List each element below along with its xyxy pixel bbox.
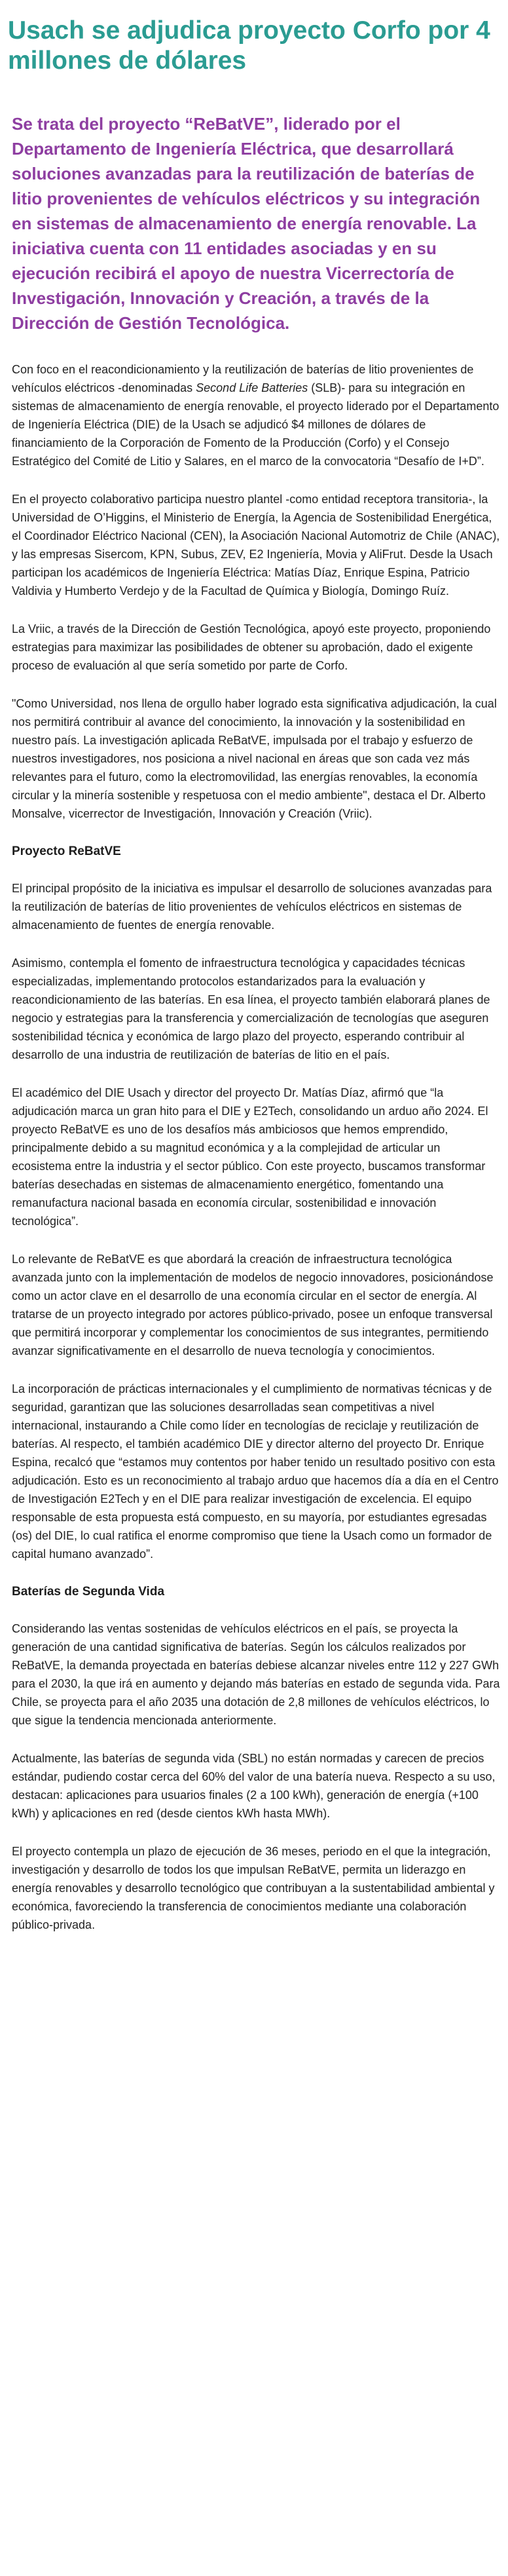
paragraph-6: Asimismo, contempla el fomento de infraestructura tecnológica y capacidades técnicas especializadas, implementando protocolos estandarizados para la evaluación y reacondicionamiento de las baterías. En esa línea, el proyecto también elaborará planes de negocio y estrategias para la transferencia y comercialización de tecnologías que aseguren sostenibilidad técnica y económica de largo plazo del proyecto, esperando contribuir al desarrollo de una industria de reutilización de baterías de litio en el país. xyxy=(12,957,490,1061)
paragraph-1-text-start: Con foco en el reacondicionamiento y la reutilización de baterías de litio provenientes de vehículos eléctricos -denominadas xyxy=(12,363,474,394)
paragraph-1-text-end: (SLB)- para su integración en sistemas de almacenamiento de energía renovable, el proyecto liderado por el Departamento de Ingeniería Eléctrica (DIE) de la Usach se adjudicó $4 millones de dólares de financiamiento de la Corporación de Fomento de la Producción (Corfo) y el Consejo Estratégico del Comité de Litio y Salares, en el marco de la convocatoria “Desafío de I+D”. xyxy=(12,381,499,468)
paragraph-1-emphasis: Second Life Batteries xyxy=(196,381,308,394)
article-lead: Se trata del proyecto “ReBatVE”, liderado por el Departamento de Ingeniería Eléctrica, que desarrollará soluciones avanzadas para la reutilización de baterías de litio provenientes de vehículos eléctricos y su integración en sistemas de almacenamiento de energía renovable. La iniciativa cuenta con 11 entidades asociadas y en su ejecución recibirá el apoyo de nuestra Vicerrectoría de Investigación, Innovación y Creación, a través de la Dirección de Gestión Tecnológica. xyxy=(12,114,481,333)
paragraph-10: Considerando las ventas sostenidas de vehículos eléctricos en el país, se proyecta la generación de una cantidad significativa de baterías. Según los cálculos realizados por ReBatVE, la demanda proyectada en baterías debiese alcanzar niveles entre 112 y 227 GWh para el 2030, la que irá en aumento y dejando más baterías en estado de segunda vida. Para Chile, se proyecta para el año 2035 una dotación de 2,8 millones de vehículos eléctricos, lo que sigue la tendencia mencionada anteriormente. xyxy=(12,1622,500,1727)
paragraph-11: Actualmente, las baterías de segunda vida (SBL) no están normadas y carecen de precios estándar, pudiendo costar cerca del 60% del valor de una batería nueva. Respecto a su uso, destacan: aplicaciones para usuarios finales (2 a 100 kWh), generación de energía (+100 kWh) y aplicaciones en red (desde cientos kWh hasta MWh). xyxy=(12,1752,496,1820)
paragraph-3: La Vriic, a través de la Dirección de Gestión Tecnológica, apoyó este proyecto, proponiendo estrategias para maximizar las posibilidades de obtener su aprobación, dado el exigente proceso de evaluación al que sería sometido por parte de Corfo. xyxy=(12,622,491,672)
paragraph-4-quote: "Como Universidad, nos llena de orgullo haber logrado esta significativa adjudicación, la cual nos permitirá contribuir al avance del conocimiento, la innovación y la sostenibilidad en nuestro país. La investigación aplicada ReBatVE, impulsada por el trabajo y esfuerzo de nuestros investigadores, nos posiciona a nivel nacional en áreas que son cada vez más relevantes para el futuro, como la electromovilidad, las energías renovables, la economía circular y la minería sostenible y respetuosa con el medio ambiente", destaca el Dr. Alberto Monsalve, vicerrector de Investigación, Innovación y Creación (Vriic). xyxy=(12,697,497,820)
paragraph-2: En el proyecto colaborativo participa nuestro plantel -como entidad receptora transitoria-, la Universidad de O’Higgins, el Ministerio de Energía, la Agencia de Sostenibilidad Energética, el Coordinador Eléctrico Nacional (CEN), la Asociación Nacional Automotriz de Chile (ANAC), y las empresas Sisercom, KPN, Subus, ZEV, E2 Ingeniería, Movia y AliFrut. Desde la Usach participan los académicos de Ingeniería Eléctrica: Matías Díaz, Enrique Espina, Patricio Valdivia y Humberto Verdejo y de la Facultad de Química y Biología, Domingo Ruíz. xyxy=(12,493,500,597)
paragraph-9-quote: La incorporación de prácticas internacionales y el cumplimiento de normativas técnicas y de seguridad, garantizan que las soluciones desarrolladas sean competitivas a nivel internacional, instaurando a Chile como líder en tecnologías de reciclaje y reutilización de baterías. Al respecto, el también académico DIE y director alterno del proyecto Dr. Enrique Espina, recalcó que “estamos muy contentos por haber tenido un resultado positivo con esta adjudicación. Esto es un reconocimiento al trabajo arduo que hacemos día a día en el Centro de Investigación E2Tech y en el DIE para realizar investigación de excelencia. El equipo responsable de esta propuesta está compuesto, en su mayoría, por estudiantes egresadas (os) del DIE, lo cual ratifica el enorme compromiso que tiene la Usach como un formador de capital humano avanzado”. xyxy=(12,1382,499,1561)
paragraph-1 xyxy=(12,360,500,470)
article-title: Usach se adjudica proyecto Corfo por 4 millones de dólares xyxy=(8,16,490,75)
paragraph-7-quote: El académico del DIE Usach y director del proyecto Dr. Matías Díaz, afirmó que “la adjudicación marca un gran hito para el DIE y E2Tech, consolidando un arduo año 2024. El proyecto ReBatVE es uno de los desafíos más ambiciosos que hemos emprendido, principalmente debido a su magnitud económica y a la complejidad de articular un ecosistema entre la industria y el sector público. Con este proyecto, buscamos transformar baterías desechadas en sistemas de almacenamiento energético, fomentando una remanufactura nacional basada en economía circular, sostenibilidad e innovación tecnológica”. xyxy=(12,1086,488,1228)
section-heading-second-life-batteries: Baterías de Segunda Vida xyxy=(12,1585,165,1599)
section-heading-rebatve: Proyecto ReBatVE xyxy=(12,844,121,858)
paragraph-5: El principal propósito de la iniciativa es impulsar el desarrollo de soluciones avanzadas para la reutilización de baterías de litio provenientes de vehículos eléctricos en sistemas de almacenamiento de fuentes de energía renovable. xyxy=(12,882,492,932)
paragraph-12: El proyecto contempla un plazo de ejecución de 36 meses, periodo en el que la integración, investigación y desarrollo de todos los que impulsan ReBatVE, permita un liderazgo en energía renovables y desarrollo tecnológico que contribuyan a la sustentabilidad ambiental y económica, favoreciendo la transferencia de conocimientos mediante una colaboración público-privada. xyxy=(12,1845,495,1931)
paragraph-8: Lo relevante de ReBatVE es que abordará la creación de infraestructura tecnológica avanzada junto con la implementación de modelos de negocio innovadores, posicionándose como un actor clave en el desarrollo de una economía circular en el sector de energía. Al tratarse de un proyecto integrado por actores público-privado, posee un enfoque transversal que permitirá incorporar y complementar los conocimientos de sus integrantes, permitiendo avanzar significativamente en el desarrollo de nueva tecnología y conocimientos. xyxy=(12,1253,494,1357)
